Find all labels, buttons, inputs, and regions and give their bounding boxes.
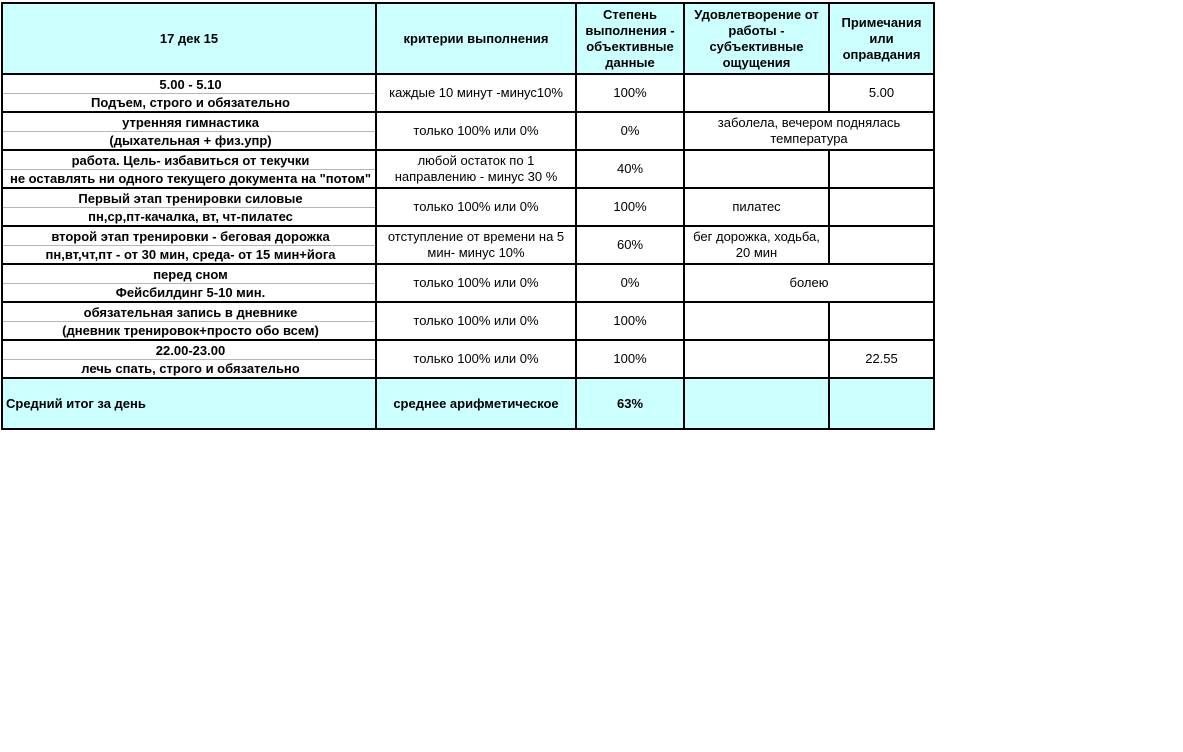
criteria-cell[interactable]: только 100% или 0% xyxy=(376,264,576,302)
satisfaction-cell[interactable] xyxy=(684,302,829,340)
degree-cell[interactable]: 40% xyxy=(576,150,684,188)
header-date-cell[interactable]: 17 дек 15 xyxy=(2,3,376,74)
activity-cell[interactable] xyxy=(2,74,376,112)
total-label-cell[interactable]: Средний итог за день xyxy=(2,378,376,429)
activity-time: работа. Цель- избавиться от текучки xyxy=(3,152,375,170)
criteria-cell[interactable]: только 100% или 0% xyxy=(376,302,576,340)
header-satisfaction-cell[interactable]: Удовлетворение от работы - субъективные ощущения xyxy=(684,3,829,74)
criteria-cell[interactable]: любой остаток по 1 направлению - минус 30 % xyxy=(376,150,576,188)
satisfaction-notes-merged-cell[interactable]: заболела, вечером поднялась температура xyxy=(684,112,934,150)
total-notes-cell[interactable] xyxy=(829,378,934,429)
satisfaction-cell[interactable] xyxy=(684,74,829,112)
criteria-cell[interactable]: только 100% или 0% xyxy=(376,112,576,150)
degree-cell[interactable]: 60% xyxy=(576,226,684,264)
table-row xyxy=(2,112,934,150)
activity-cell[interactable] xyxy=(2,302,376,340)
activity-cell[interactable] xyxy=(2,188,376,226)
notes-cell[interactable] xyxy=(829,150,934,188)
table-row xyxy=(2,226,934,264)
table-row xyxy=(2,74,934,112)
criteria-cell[interactable]: только 100% или 0% xyxy=(376,340,576,378)
criteria-cell[interactable]: отступление от времени на 5 мин- минус 10% xyxy=(376,226,576,264)
activity-task: пн,вт,чт,пт - от 30 мин, среда- от 15 мин+йога xyxy=(45,246,336,262)
activity-cell[interactable] xyxy=(2,150,376,188)
activity-cell[interactable] xyxy=(2,340,376,378)
total-criteria-cell[interactable]: среднее арифметическое xyxy=(376,378,576,429)
header-notes-cell[interactable]: Примечания или оправдания xyxy=(829,3,934,74)
activity-time: утренняя гимнастика xyxy=(3,114,375,132)
notes-cell[interactable]: 5.00 xyxy=(829,74,934,112)
spreadsheet xyxy=(1,2,935,430)
degree-cell[interactable]: 0% xyxy=(576,112,684,150)
degree-cell[interactable]: 100% xyxy=(576,188,684,226)
activity-time: 5.00 - 5.10 xyxy=(3,76,375,94)
header-degree-cell[interactable]: Степень выполнения - объективные данные xyxy=(576,3,684,74)
table-row xyxy=(2,150,934,188)
activity-cell[interactable] xyxy=(2,112,376,150)
criteria-cell[interactable]: каждые 10 минут -минус10% xyxy=(376,74,576,112)
notes-cell[interactable] xyxy=(829,302,934,340)
satisfaction-cell[interactable] xyxy=(684,340,829,378)
activity-time: обязательная запись в дневнике xyxy=(3,304,375,322)
criteria-cell[interactable]: только 100% или 0% xyxy=(376,188,576,226)
satisfaction-notes-merged-cell[interactable]: болею xyxy=(684,264,934,302)
notes-cell[interactable]: 22.55 xyxy=(829,340,934,378)
degree-cell[interactable]: 100% xyxy=(576,302,684,340)
activity-time: 22.00-23.00 xyxy=(3,342,375,360)
degree-cell[interactable]: 100% xyxy=(576,340,684,378)
activity-cell[interactable] xyxy=(2,264,376,302)
degree-cell[interactable]: 0% xyxy=(576,264,684,302)
activity-task: лечь спать, строго и обязательно xyxy=(81,360,300,376)
total-satisfaction-cell[interactable] xyxy=(684,378,829,429)
table-row xyxy=(2,340,934,378)
notes-cell[interactable] xyxy=(829,188,934,226)
satisfaction-cell[interactable]: бег дорожка, ходьба, 20 мин xyxy=(684,226,829,264)
activity-cell[interactable] xyxy=(2,226,376,264)
satisfaction-cell[interactable]: пилатес xyxy=(684,188,829,226)
notes-cell[interactable] xyxy=(829,226,934,264)
activity-task: Фейсбилдинг 5-10 мин. xyxy=(115,284,266,300)
table-row xyxy=(2,188,934,226)
daily-log-table xyxy=(1,2,935,430)
satisfaction-cell[interactable] xyxy=(684,150,829,188)
activity-task: пн,ср,пт-качалка, вт, чт-пилатес xyxy=(88,208,293,224)
table-row xyxy=(2,302,934,340)
activity-task: (дыхательная + физ.упр) xyxy=(109,132,272,148)
total-row xyxy=(2,378,934,429)
header-row xyxy=(2,3,934,74)
activity-task: не оставлять ни одного текущего документа на "потом" xyxy=(9,170,372,186)
activity-time: второй этап тренировки - беговая дорожка xyxy=(3,228,375,246)
activity-time: перед сном xyxy=(3,266,375,284)
activity-task: (дневник тренировок+просто обо всем) xyxy=(62,322,319,338)
table-row xyxy=(2,264,934,302)
activity-task: Подъем, строго и обязательно xyxy=(91,94,290,110)
degree-cell[interactable]: 100% xyxy=(576,74,684,112)
header-criteria-cell[interactable]: критерии выполнения xyxy=(376,3,576,74)
activity-time: Первый этап тренировки силовые xyxy=(3,190,375,208)
total-degree-cell[interactable]: 63% xyxy=(576,378,684,429)
